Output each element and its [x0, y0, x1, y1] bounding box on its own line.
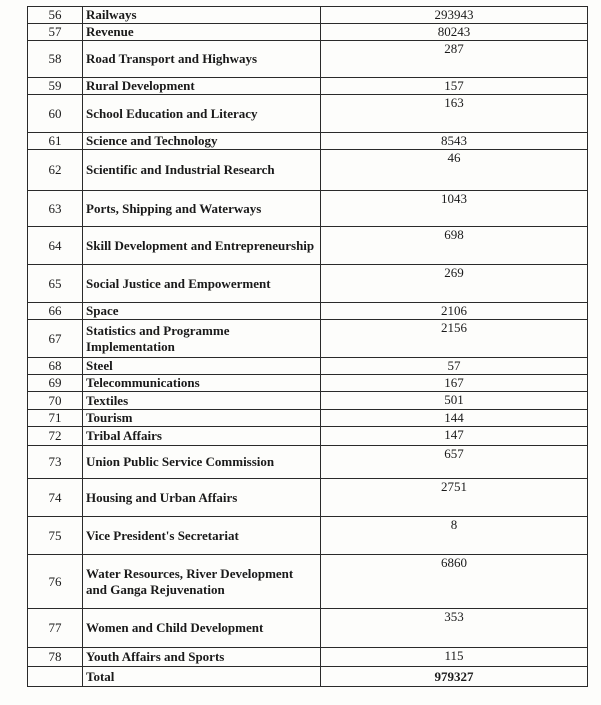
row-ministry-name: Steel — [83, 358, 321, 375]
data-table — [27, 6, 588, 687]
table-row — [28, 446, 588, 479]
row-value: 501 — [321, 392, 588, 410]
row-number: 75 — [28, 517, 83, 555]
table-row — [28, 555, 588, 609]
row-ministry-name: Housing and Urban Affairs — [83, 479, 321, 517]
table-row — [28, 24, 588, 41]
row-value: 2156 — [321, 320, 588, 358]
row-number: 60 — [28, 95, 83, 133]
row-value: 6860 — [321, 555, 588, 609]
row-ministry-name: Road Transport and Highways — [83, 41, 321, 78]
row-ministry-name: Social Justice and Empowerment — [83, 265, 321, 303]
row-ministry-name: Water Resources, River Development and Ganga Rejuvenation — [83, 555, 321, 609]
row-number: 65 — [28, 265, 83, 303]
row-value: 657 — [321, 446, 588, 479]
table-row — [28, 358, 588, 375]
row-number: 72 — [28, 427, 83, 446]
row-number: 62 — [28, 150, 83, 191]
row-value: 46 — [321, 150, 588, 191]
table-row — [28, 392, 588, 410]
row-ministry-name: Textiles — [83, 392, 321, 410]
table-row — [28, 427, 588, 446]
table-row — [28, 7, 588, 24]
table-row — [28, 303, 588, 320]
row-number: 67 — [28, 320, 83, 358]
total-row — [28, 667, 588, 687]
row-value: 8 — [321, 517, 588, 555]
row-value: 57 — [321, 358, 588, 375]
table-row — [28, 191, 588, 227]
row-value: 8543 — [321, 133, 588, 150]
total-label: Total — [83, 667, 321, 687]
row-number: 66 — [28, 303, 83, 320]
row-number: 61 — [28, 133, 83, 150]
row-number: 63 — [28, 191, 83, 227]
row-value: 1043 — [321, 191, 588, 227]
table-row — [28, 265, 588, 303]
table-row — [28, 517, 588, 555]
row-value: 147 — [321, 427, 588, 446]
row-number: 71 — [28, 410, 83, 427]
table-row — [28, 95, 588, 133]
row-ministry-name: Women and Child Development — [83, 609, 321, 648]
row-ministry-name: Union Public Service Commission — [83, 446, 321, 479]
total-number-cell — [28, 667, 83, 687]
row-ministry-name: Vice President's Secretariat — [83, 517, 321, 555]
row-ministry-name: Youth Affairs and Sports — [83, 648, 321, 667]
row-value: 167 — [321, 375, 588, 392]
table-row — [28, 375, 588, 392]
row-number: 64 — [28, 227, 83, 265]
row-ministry-name: School Education and Literacy — [83, 95, 321, 133]
row-value: 353 — [321, 609, 588, 648]
row-number: 77 — [28, 609, 83, 648]
row-value: 698 — [321, 227, 588, 265]
row-ministry-name: Ports, Shipping and Waterways — [83, 191, 321, 227]
row-value: 287 — [321, 41, 588, 78]
table-row — [28, 479, 588, 517]
table-row — [28, 227, 588, 265]
row-value: 163 — [321, 95, 588, 133]
row-ministry-name: Statistics and Programme Implementation — [83, 320, 321, 358]
row-value: 80243 — [321, 24, 588, 41]
table-row — [28, 133, 588, 150]
row-ministry-name: Rural Development — [83, 78, 321, 95]
row-value: 144 — [321, 410, 588, 427]
total-value: 979327 — [321, 667, 588, 687]
row-number: 70 — [28, 392, 83, 410]
row-number: 56 — [28, 7, 83, 24]
table-row — [28, 609, 588, 648]
row-number: 58 — [28, 41, 83, 78]
table-row — [28, 648, 588, 667]
table-row — [28, 41, 588, 78]
row-ministry-name: Scientific and Industrial Research — [83, 150, 321, 191]
row-number: 59 — [28, 78, 83, 95]
table-row — [28, 150, 588, 191]
row-number: 78 — [28, 648, 83, 667]
row-value: 2106 — [321, 303, 588, 320]
row-value: 293943 — [321, 7, 588, 24]
table-row — [28, 320, 588, 358]
row-value: 2751 — [321, 479, 588, 517]
table-row — [28, 78, 588, 95]
row-value: 269 — [321, 265, 588, 303]
row-number: 57 — [28, 24, 83, 41]
row-number: 68 — [28, 358, 83, 375]
row-number: 69 — [28, 375, 83, 392]
row-ministry-name: Tribal Affairs — [83, 427, 321, 446]
row-value: 157 — [321, 78, 588, 95]
row-ministry-name: Space — [83, 303, 321, 320]
row-value: 115 — [321, 648, 588, 667]
row-number: 73 — [28, 446, 83, 479]
row-ministry-name: Skill Development and Entrepreneurship — [83, 227, 321, 265]
row-ministry-name: Telecommunications — [83, 375, 321, 392]
row-ministry-name: Railways — [83, 7, 321, 24]
table-row — [28, 410, 588, 427]
row-ministry-name: Tourism — [83, 410, 321, 427]
table-body — [28, 7, 588, 687]
row-ministry-name: Science and Technology — [83, 133, 321, 150]
row-ministry-name: Revenue — [83, 24, 321, 41]
row-number: 76 — [28, 555, 83, 609]
row-number: 74 — [28, 479, 83, 517]
